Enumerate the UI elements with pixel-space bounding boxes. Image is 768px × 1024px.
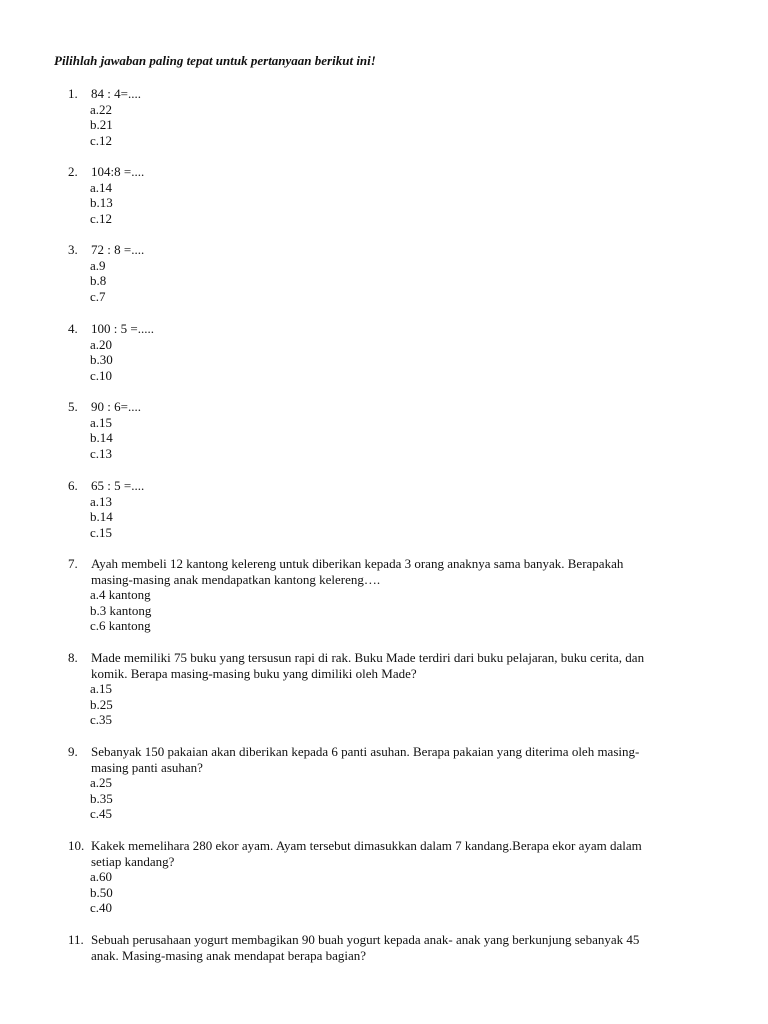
answer-option: c.7: [90, 288, 106, 304]
question-text-line: 65 : 5 =....: [91, 478, 145, 493]
question-number: 1.: [68, 86, 78, 101]
instruction-heading: Pilihlah jawaban paling tepat untuk pertanyaan berikut ini!: [54, 53, 376, 68]
question-number: 11.: [68, 932, 84, 947]
answer-option: c.12: [90, 132, 113, 148]
answer-option: b.14: [90, 509, 113, 525]
answer-options: [90, 775, 113, 822]
answer-options: [90, 337, 113, 384]
answer-option: c.45: [90, 806, 113, 822]
answer-option: a.20: [90, 336, 113, 352]
answer-options: [90, 415, 113, 462]
answer-option: b.8: [90, 273, 107, 289]
question-number: 5.: [68, 399, 78, 414]
question-text-line: 72 : 8 =....: [91, 242, 145, 257]
answer-option: b.3 kantong: [90, 602, 152, 618]
question-number: 7.: [68, 556, 78, 571]
answer-option: b.14: [90, 430, 113, 446]
answer-option: c.12: [90, 210, 113, 226]
answer-option: a.22: [90, 101, 113, 117]
question-text-line: Sebanyak 150 pakaian akan diberikan kepada 6 panti asuhan. Berapa pakaian yang diterima oleh masing-: [91, 744, 640, 759]
answer-option: a.25: [90, 775, 113, 791]
answer-option: c.15: [90, 524, 113, 540]
question-text-line: setiap kandang?: [91, 853, 175, 869]
answer-option: a.9: [90, 257, 106, 273]
question-number: 9.: [68, 744, 78, 759]
question-number: 10.: [68, 838, 85, 853]
question-text-line: 90 : 6=....: [91, 399, 141, 414]
answer-options: [90, 258, 106, 305]
answer-option: c.13: [90, 445, 113, 461]
question-text-line: 104:8 =....: [91, 164, 145, 179]
answer-option: c.40: [90, 900, 113, 916]
question-text-line: Made memiliki 75 buku yang tersusun rapi di rak. Buku Made terdiri dari buku pelajaran, buku cerita, dan: [91, 650, 645, 665]
question-number: 3.: [68, 242, 78, 257]
answer-option: a.60: [90, 869, 113, 885]
question-text-line: 84 : 4=....: [91, 86, 141, 101]
question-text-line: Sebuah perusahaan yogurt membagikan 90 buah yogurt kepada anak- anak yang berkunjung sebanyak 45: [91, 932, 640, 947]
answer-option: c.10: [90, 367, 113, 383]
answer-option: b.21: [90, 117, 113, 133]
answer-options: [90, 102, 113, 149]
question-number: 4.: [68, 321, 78, 336]
answer-option: a.4 kantong: [90, 587, 151, 603]
question-number: 6.: [68, 478, 78, 493]
answer-options: [90, 681, 113, 728]
answer-options: [90, 869, 113, 916]
answer-option: a.13: [90, 493, 113, 509]
answer-option: b.35: [90, 790, 113, 806]
answer-option: b.30: [90, 352, 113, 368]
answer-option: c.6 kantong: [90, 618, 151, 634]
question-text-line: masing-masing anak mendapatkan kantong kelereng….: [91, 571, 381, 587]
question-text-line: 100 : 5 =.....: [91, 321, 154, 336]
answer-option: a.15: [90, 681, 113, 697]
question-number: 2.: [68, 164, 78, 179]
question-text-line: Ayah membeli 12 kantong kelereng untuk diberikan kepada 3 orang anaknya sama banyak. Berapakah: [91, 556, 624, 571]
answer-options: [90, 587, 151, 634]
answer-option: b.13: [90, 195, 113, 211]
answer-options: [90, 180, 113, 227]
question-text-line: Kakek memelihara 280 ekor ayam. Ayam tersebut dimasukkan dalam 7 kandang.Berapa ekor ayam dalam: [91, 838, 642, 853]
question-text-line: anak. Masing-masing anak mendapat berapa bagian?: [91, 947, 367, 963]
answer-options: [90, 494, 113, 541]
answer-option: a.14: [90, 179, 113, 195]
question-text-line: masing panti asuhan?: [91, 759, 203, 775]
question-text-line: komik. Berapa masing-masing buku yang dimiliki oleh Made?: [91, 665, 417, 681]
question-number: 8.: [68, 650, 78, 665]
answer-option: b.25: [90, 696, 113, 712]
answer-option: b.50: [90, 884, 113, 900]
answer-option: c.35: [90, 712, 113, 728]
answer-option: a.15: [90, 414, 113, 430]
